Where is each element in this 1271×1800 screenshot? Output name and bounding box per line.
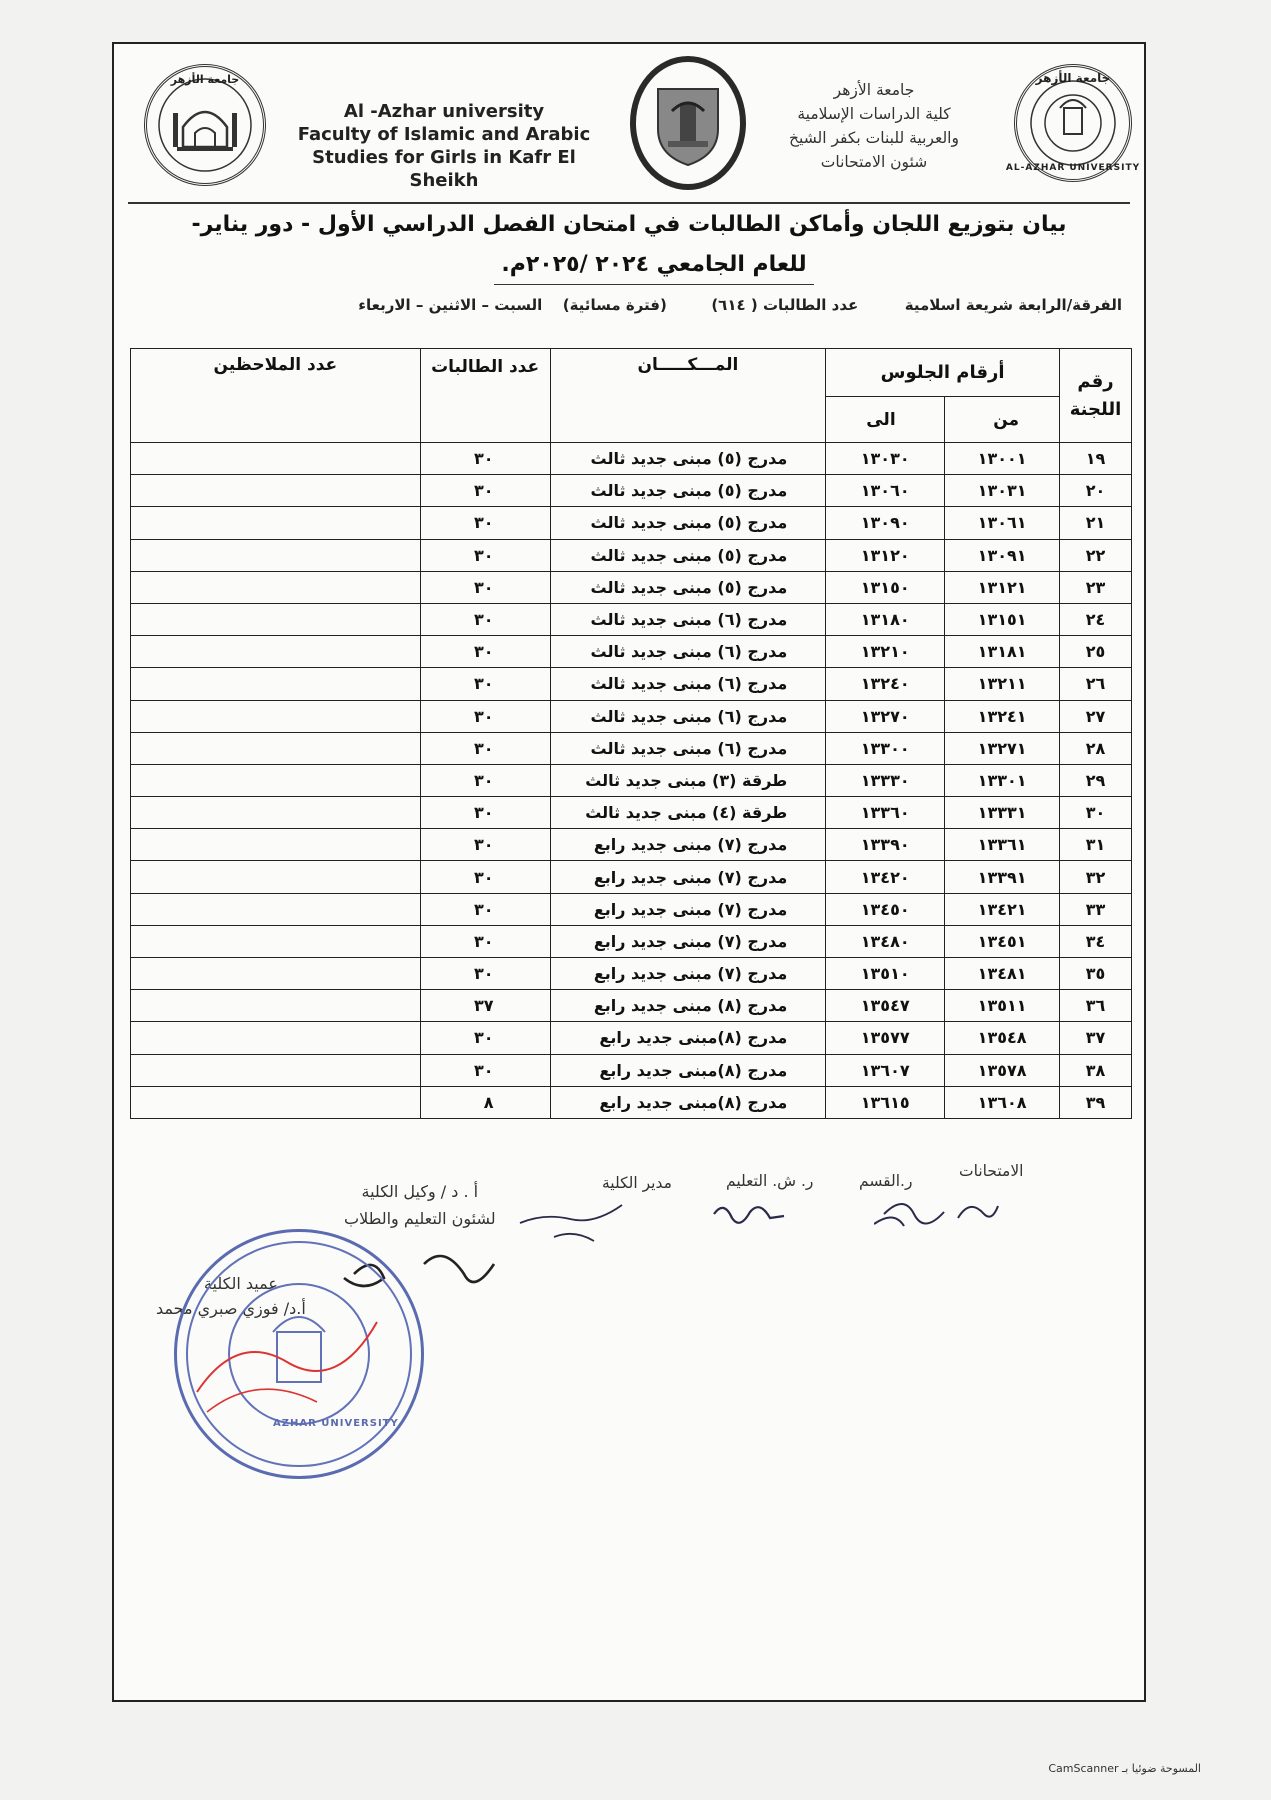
seat-to: ١٣١٨٠ — [826, 603, 945, 635]
students-total: عدد الطالبات ( ٦١٤) — [711, 296, 859, 314]
header-from: من — [945, 397, 1060, 443]
count-cell: ٣٠ — [420, 893, 550, 925]
signature-scribbles-right — [874, 1184, 1004, 1234]
count-cell: ٣٠ — [420, 443, 550, 475]
place-cell: مدرج (٧) مبنى جديد رابع — [550, 925, 826, 957]
seat-from: ١٣٠٠١ — [945, 443, 1060, 475]
observers-cell — [131, 1086, 421, 1118]
count-cell: ٣٠ — [420, 539, 550, 571]
committee-number: ٣٠ — [1060, 797, 1132, 829]
observers-cell — [131, 571, 421, 603]
count-cell: ٣٠ — [420, 861, 550, 893]
header-observers: عدد الملاحظين — [131, 349, 421, 443]
count-cell: ٣٠ — [420, 475, 550, 507]
sig-vice-dean: أ . د / وكيل الكلية لشئون التعليم والطلاب — [344, 1182, 496, 1228]
seat-to: ١٣٣٣٠ — [826, 764, 945, 796]
sig-dept-head: ر.القسم — [859, 1172, 913, 1190]
seat-to: ١٣٠٣٠ — [826, 443, 945, 475]
committee-number: ١٩ — [1060, 443, 1132, 475]
seat-to: ١٣٦٠٧ — [826, 1054, 945, 1086]
committee-number: ٢٥ — [1060, 636, 1132, 668]
place-cell: مدرج (٦) مبنى جديد ثالث — [550, 603, 826, 635]
table-row — [131, 636, 1132, 668]
official-stamp — [174, 1229, 424, 1479]
seat-to: ١٣٥١٠ — [826, 958, 945, 990]
mosque-icon — [155, 75, 255, 175]
committee-number: ٣٨ — [1060, 1054, 1132, 1086]
english-line-2: Faculty of Islamic and Arabic — [297, 124, 591, 145]
emblem-icon — [648, 75, 728, 171]
english-line-1: Al -Azhar university — [343, 101, 545, 122]
observers-cell — [131, 732, 421, 764]
sig-dean: عميد الكلية أ.د/ فوزي صبري محمد — [156, 1274, 306, 1318]
count-cell: ٣٠ — [420, 925, 550, 957]
committee-number: ٣٥ — [1060, 958, 1132, 990]
count-cell: ٣٠ — [420, 1022, 550, 1054]
table-row — [131, 925, 1132, 957]
observers-cell — [131, 603, 421, 635]
logo-right-text: AL-AZHAR UNIVERSITY — [1005, 163, 1141, 173]
signature-director-date — [514, 1189, 634, 1249]
arabic-line-4: شئون الامتحانات — [820, 153, 928, 171]
arabic-line-1: جامعة الأزهر — [833, 81, 915, 99]
logo-left-text: جامعة الأزهر — [170, 73, 240, 86]
university-seal-icon — [1028, 78, 1118, 168]
seat-from: ١٣٥٤٨ — [945, 1022, 1060, 1054]
university-emblem — [630, 56, 746, 190]
exam-days: السبت – الاثنين – الاربعاء — [358, 296, 543, 314]
committee-number: ٢٢ — [1060, 539, 1132, 571]
table-row — [131, 539, 1132, 571]
place-cell: مدرج (٦) مبنى جديد ثالث — [550, 700, 826, 732]
sig-education-head: ر. ش. التعليم — [726, 1172, 814, 1190]
header-place: المـــكـــــان — [550, 349, 826, 443]
seat-to: ١٣٥٤٧ — [826, 990, 945, 1022]
seat-to: ١٣١٥٠ — [826, 571, 945, 603]
observers-cell — [131, 539, 421, 571]
committee-number: ٣٧ — [1060, 1022, 1132, 1054]
observers-cell — [131, 507, 421, 539]
arabic-line-2: كلية الدراسات الإسلامية — [797, 105, 951, 123]
committee-number: ٣٩ — [1060, 1086, 1132, 1118]
count-cell: ٣٠ — [420, 603, 550, 635]
place-cell: مدرج (٦) مبنى جديد ثالث — [550, 668, 826, 700]
count-cell: ٣٠ — [420, 571, 550, 603]
seat-to: ١٣٠٩٠ — [826, 507, 945, 539]
division-label: الفرقة/الرابعة شريعة اسلامية — [904, 296, 1122, 314]
seat-from: ١٣١٢١ — [945, 571, 1060, 603]
seat-to: ١٣٣٠٠ — [826, 732, 945, 764]
table-row — [131, 958, 1132, 990]
sig-college-director: مدير الكلية — [602, 1174, 672, 1192]
place-cell: مدرج (٧) مبنى جديد رابع — [550, 861, 826, 893]
count-cell: ٣٠ — [420, 764, 550, 796]
place-cell: مدرج (٥) مبنى جديد ثالث — [550, 507, 826, 539]
title-underline — [494, 284, 814, 285]
seat-from: ١٣٠٦١ — [945, 507, 1060, 539]
committees-table — [130, 348, 1132, 1119]
seat-from: ١٣٣٣١ — [945, 797, 1060, 829]
observers-cell — [131, 668, 421, 700]
seat-to: ١٣٤٥٠ — [826, 893, 945, 925]
seat-from: ١٣٢٤١ — [945, 700, 1060, 732]
document-sheet — [112, 42, 1146, 1702]
seat-from: ١٣٣٩١ — [945, 861, 1060, 893]
table-row — [131, 507, 1132, 539]
place-cell: مدرج (٥) مبنى جديد ثالث — [550, 443, 826, 475]
table-row — [131, 1086, 1132, 1118]
exam-period: (فترة مسائية) — [562, 296, 667, 314]
seat-to: ١٣٤٨٠ — [826, 925, 945, 957]
seat-from: ١٣٤٥١ — [945, 925, 1060, 957]
table-row — [131, 732, 1132, 764]
committee-number: ٢٣ — [1060, 571, 1132, 603]
count-cell: ٣٠ — [420, 1054, 550, 1086]
place-cell: مدرج (٧) مبنى جديد رابع — [550, 893, 826, 925]
table-row — [131, 990, 1132, 1022]
seat-from: ١٣١٥١ — [945, 603, 1060, 635]
table-row — [131, 1054, 1132, 1086]
committee-number: ٢٤ — [1060, 603, 1132, 635]
table-row — [131, 443, 1132, 475]
count-cell: ٣٠ — [420, 700, 550, 732]
document-title-year: للعام الجامعي ٢٠٢٤ /٢٠٢٥م. — [501, 252, 807, 277]
observers-cell — [131, 861, 421, 893]
seat-from: ١٣٤٢١ — [945, 893, 1060, 925]
place-cell: مدرج (٧) مبنى جديد رابع — [550, 958, 826, 990]
committee-number: ٣١ — [1060, 829, 1132, 861]
observers-cell — [131, 893, 421, 925]
count-cell: ٣٠ — [420, 668, 550, 700]
seat-from: ١٣٠٣١ — [945, 475, 1060, 507]
committee-number: ٢٩ — [1060, 764, 1132, 796]
count-cell: ٣٠ — [420, 797, 550, 829]
table-row — [131, 1022, 1132, 1054]
committees-body — [131, 443, 1132, 1119]
table-row — [131, 668, 1132, 700]
logo-right-arabic: جامعة الأزهر — [1035, 71, 1111, 85]
header-committee: رقم اللجنة — [1060, 349, 1132, 443]
seat-to: ١٣٢٧٠ — [826, 700, 945, 732]
observers-cell — [131, 925, 421, 957]
place-cell: مدرج (٦) مبنى جديد ثالث — [550, 732, 826, 764]
stamp-seal-icon — [177, 1232, 421, 1476]
header-seat-numbers: أرقام الجلوس — [826, 349, 1060, 397]
committee-number: ٣٦ — [1060, 990, 1132, 1022]
seat-from: ١٣٣٠١ — [945, 764, 1060, 796]
observers-cell — [131, 990, 421, 1022]
place-cell: مدرج (٨)مبنى جديد رابع — [550, 1022, 826, 1054]
observers-cell — [131, 1022, 421, 1054]
place-cell: طرقة (٣) مبنى جديد ثالث — [550, 764, 826, 796]
observers-cell — [131, 797, 421, 829]
exam-info — [122, 296, 1122, 314]
table-row — [131, 797, 1132, 829]
seat-to: ١٣٢٤٠ — [826, 668, 945, 700]
committee-number: ٣٣ — [1060, 893, 1132, 925]
committee-number: ٣٤ — [1060, 925, 1132, 957]
seat-to: ١٣١٢٠ — [826, 539, 945, 571]
seat-to: ١٣٠٦٠ — [826, 475, 945, 507]
seat-to: ١٣٣٦٠ — [826, 797, 945, 829]
committee-number: ٣٢ — [1060, 861, 1132, 893]
table-row — [131, 861, 1132, 893]
header-divider — [128, 202, 1130, 204]
seat-from: ١٣٢١١ — [945, 668, 1060, 700]
count-cell: ٣٠ — [420, 829, 550, 861]
observers-cell — [131, 475, 421, 507]
observers-cell — [131, 958, 421, 990]
seat-from: ١٣١٨١ — [945, 636, 1060, 668]
count-cell: ٣٠ — [420, 958, 550, 990]
table-row — [131, 700, 1132, 732]
committee-number: ٢٧ — [1060, 700, 1132, 732]
faculty-name-arabic — [764, 78, 984, 174]
table-row — [131, 603, 1132, 635]
scanner-watermark: المسوحة ضوئيا بـ CamScanner — [1048, 1762, 1201, 1775]
observers-cell — [131, 443, 421, 475]
header-count: عدد الطالبات — [420, 349, 550, 443]
place-cell: مدرج (٧) مبنى جديد رابع — [550, 829, 826, 861]
observers-cell — [131, 764, 421, 796]
signature-education — [704, 1194, 794, 1234]
table-row — [131, 893, 1132, 925]
seat-to: ١٣٥٧٧ — [826, 1022, 945, 1054]
seat-from: ١٣٣٦١ — [945, 829, 1060, 861]
count-cell: ٣٠ — [420, 732, 550, 764]
table-row — [131, 764, 1132, 796]
observers-cell — [131, 1054, 421, 1086]
sig-exams: الامتحانات — [959, 1162, 1024, 1180]
observers-cell — [131, 636, 421, 668]
document-title: بيان بتوزيع اللجان وأماكن الطالبات في امتحان الفصل الدراسي الأول - دور يناير- — [191, 212, 1067, 237]
place-cell: مدرج (٥) مبنى جديد ثالث — [550, 539, 826, 571]
committee-number: ٢٨ — [1060, 732, 1132, 764]
seat-to: ١٣٦١٥ — [826, 1086, 945, 1118]
seat-from: ١٣٢٧١ — [945, 732, 1060, 764]
place-cell: مدرج (٨)مبنى جديد رابع — [550, 1086, 826, 1118]
table-row — [131, 829, 1132, 861]
place-cell: مدرج (٨)مبنى جديد رابع — [550, 1054, 826, 1086]
place-cell: مدرج (٨) مبنى جديد رابع — [550, 990, 826, 1022]
observers-cell — [131, 700, 421, 732]
place-cell: طرقة (٤) مبنى جديد ثالث — [550, 797, 826, 829]
committee-number: ٢٠ — [1060, 475, 1132, 507]
observers-cell — [131, 829, 421, 861]
count-cell: ٣٠ — [420, 636, 550, 668]
seat-from: ١٣٥١١ — [945, 990, 1060, 1022]
stamp-text: AZHAR UNIVERSITY — [273, 1418, 399, 1429]
table-row — [131, 475, 1132, 507]
arabic-line-3: والعربية للبنات بكفر الشيخ — [789, 129, 959, 147]
committee-number: ٢١ — [1060, 507, 1132, 539]
seat-from: ١٣٤٨١ — [945, 958, 1060, 990]
count-cell: ٨ — [420, 1086, 550, 1118]
count-cell: ٣٠ — [420, 507, 550, 539]
table-row — [131, 571, 1132, 603]
header-to: الى — [826, 397, 945, 443]
seat-to: ١٣٤٢٠ — [826, 861, 945, 893]
place-cell: مدرج (٦) مبنى جديد ثالث — [550, 636, 826, 668]
place-cell: مدرج (٥) مبنى جديد ثالث — [550, 475, 826, 507]
committee-number: ٢٦ — [1060, 668, 1132, 700]
seat-to: ١٣٢١٠ — [826, 636, 945, 668]
place-cell: مدرج (٥) مبنى جديد ثالث — [550, 571, 826, 603]
faculty-logo — [144, 64, 266, 186]
faculty-name-english — [294, 100, 594, 192]
english-line-3: Studies for Girls in Kafr El Sheikh — [312, 147, 576, 191]
seat-from: ١٣٥٧٨ — [945, 1054, 1060, 1086]
seat-to: ١٣٣٩٠ — [826, 829, 945, 861]
count-cell: ٣٧ — [420, 990, 550, 1022]
al-azhar-logo — [1005, 64, 1141, 182]
seat-from: ١٣٠٩١ — [945, 539, 1060, 571]
seat-from: ١٣٦٠٨ — [945, 1086, 1060, 1118]
